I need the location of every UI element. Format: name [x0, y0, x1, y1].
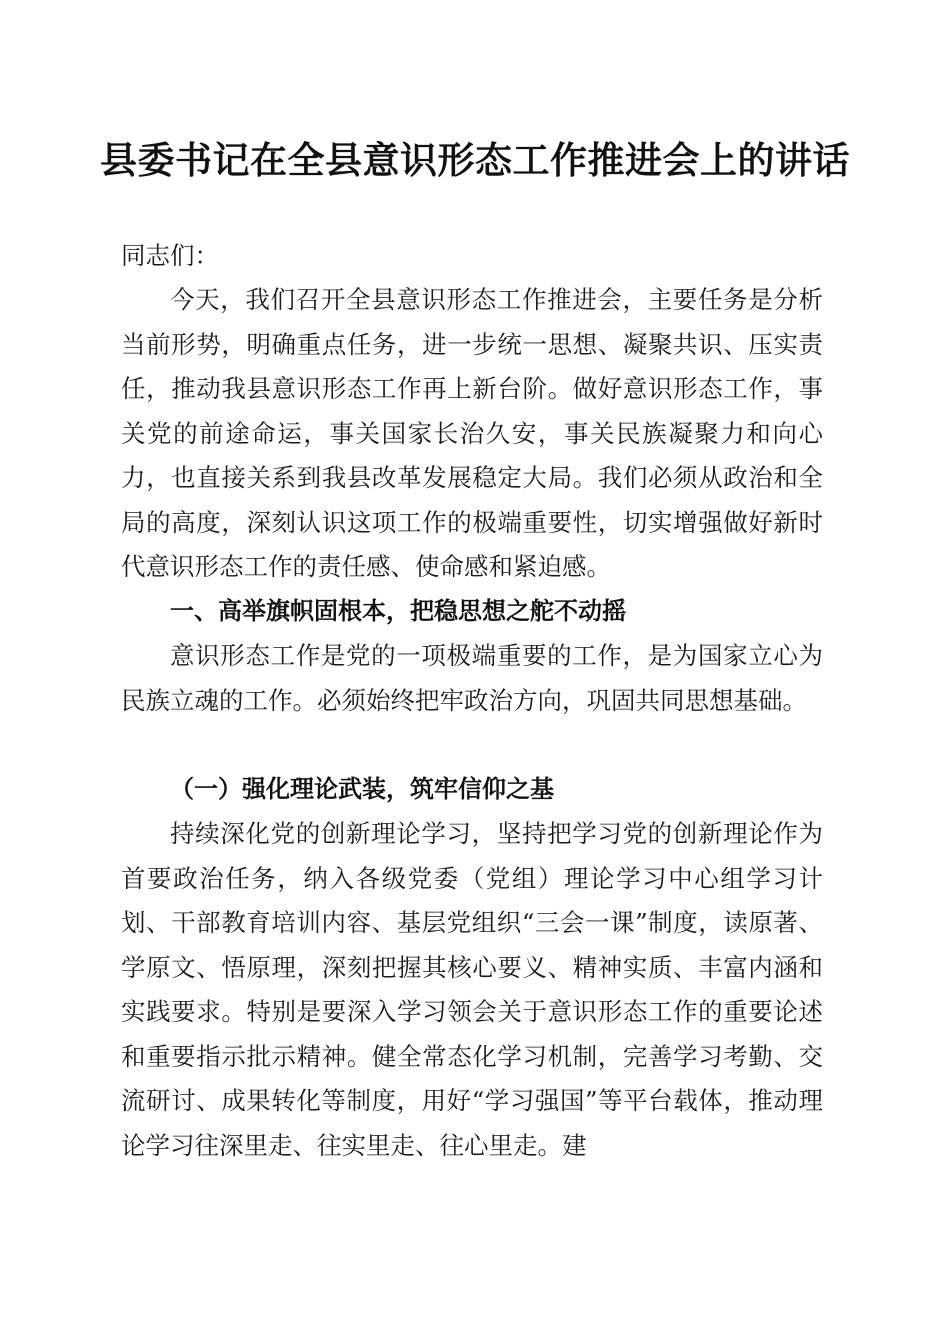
subsection-heading-1: （一）强化理论武装，筑牢信仰之基	[170, 774, 554, 803]
section-heading-1: 一、高举旗帜固根本，把稳思想之舵不动摇	[170, 597, 626, 625]
document-title: 县委书记在全县意识形态工作推进会上的讲话	[100, 138, 850, 182]
salutation: 同志们：	[121, 241, 219, 270]
intro-paragraph: 今天，我们召开全县意识形态工作推进会，主要任务是分析当前形势，明确重点任务，进一步统一思想、凝聚共识、压实责任，推动我县意识形态工作再上新台阶。做好意识形态工作，事关党的前途命运，事关国家长治久安，事关民族凝聚力和向心力，也直接关系到我县改革发展稳定大局。我们必须从政治和全局的高度，深刻认识这项工作的极端重要性，切实增强做好新时代意识形态工作的责任感、使命感和紧迫感。	[121, 285, 823, 581]
subsection-1-paragraph: 持续深化党的创新理论学习，坚持把学习党的创新理论作为首要政治任务，纳入各级党委（党组）理论学习中心组学习计划、干部教育培训内容、基层党组织“三会一课”制度，读原著、学原文、悟原理，深刻把握其核心要义、精神实质、丰富内涵和实践要求。特别是要深入学习领会关于意识形态工作的重要论述和重要指示批示精神。健全常态化学习机制，完善学习考勤、交流研讨、成果转化等制度，用好“学习强国”等平台载体，推动理论学习往深里走、往实里走、往心里走。建	[121, 819, 823, 1160]
section-1-paragraph: 意识形态工作是党的一项极端重要的工作，是为国家立心为民族立魂的工作。必须始终把牢政治方向，巩固共同思想基础。	[121, 641, 823, 715]
